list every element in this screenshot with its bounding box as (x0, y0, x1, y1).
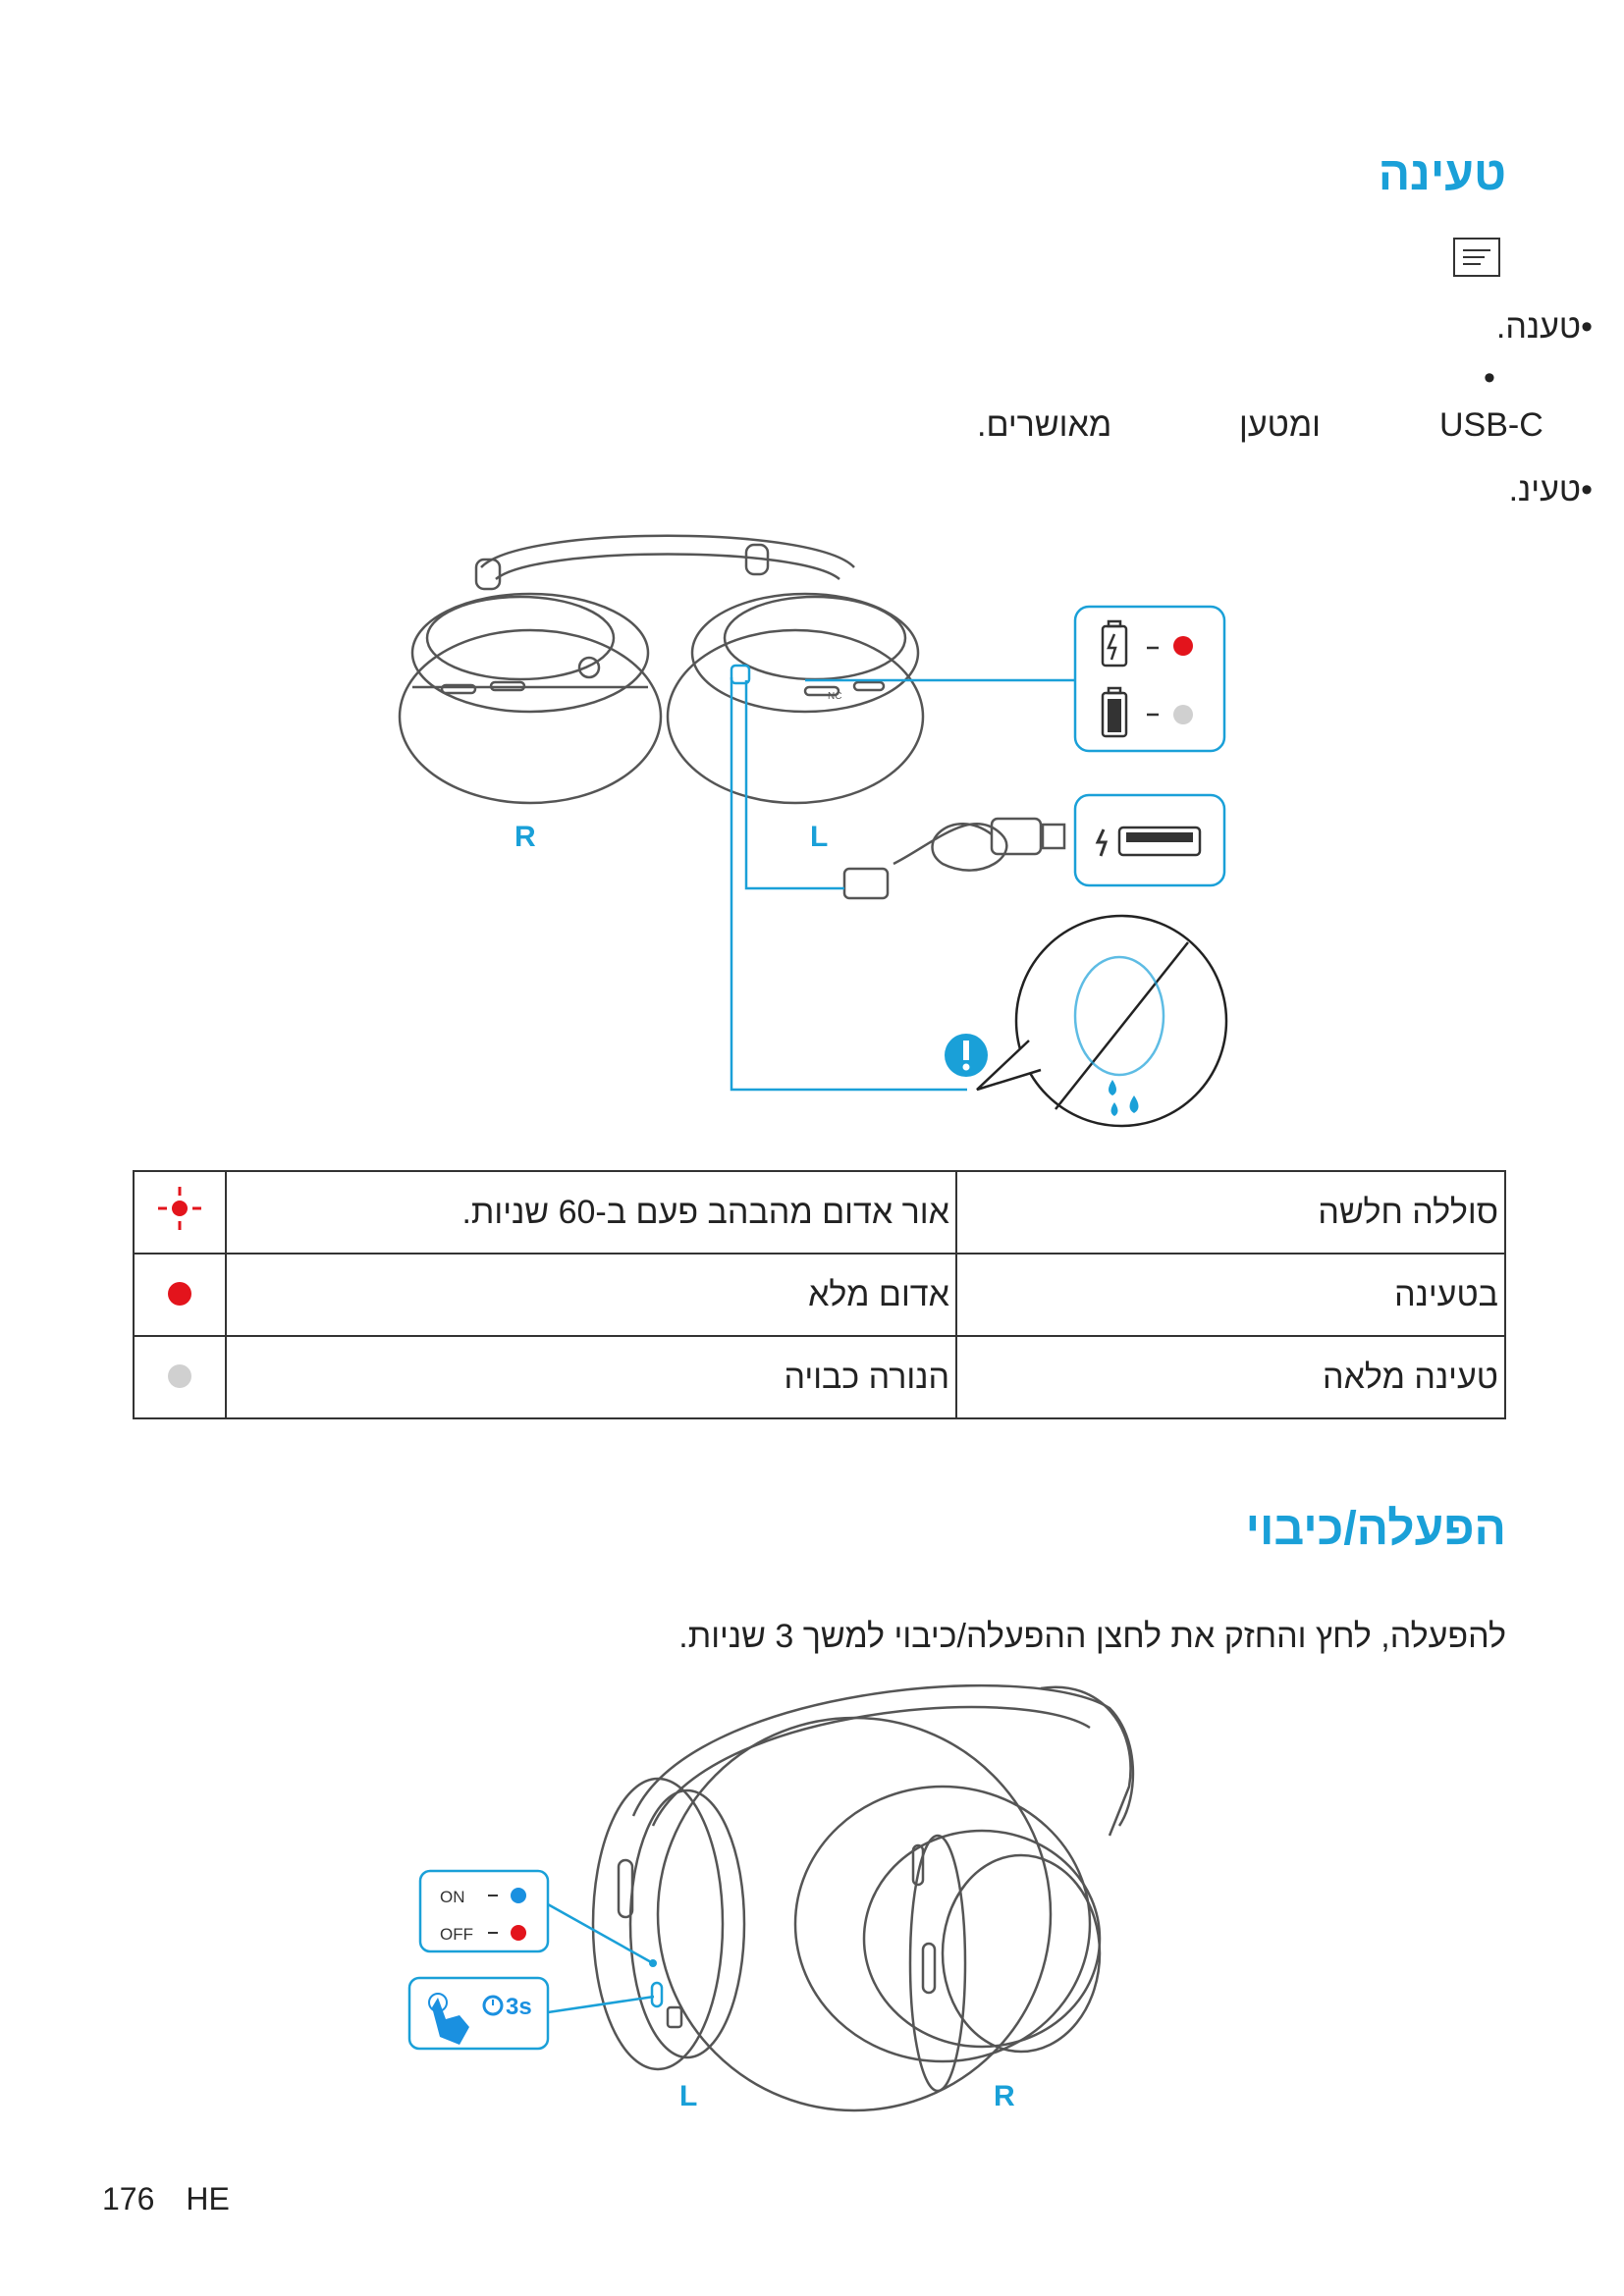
timer-icon (484, 1997, 502, 2014)
led-status-table (133, 1170, 1506, 1419)
table-row (134, 1336, 1505, 1418)
note-icon (1453, 238, 1500, 277)
bullet-2-char: • (1484, 359, 1495, 397)
bullet-1: •טענה. (1495, 308, 1593, 346)
diagram-label-l: L (810, 821, 829, 853)
table-row (134, 1254, 1505, 1336)
page-number: 176 (102, 2181, 155, 2216)
led-cell (134, 1336, 226, 1418)
led-description: אדום מלא (226, 1254, 956, 1336)
charging-title: טעינה (1378, 148, 1506, 200)
power-instruction: להפעלה, לחץ והחזק את לחצן ההפעלה/כיבוי למשך 3 שניות. (678, 1618, 1506, 1655)
led-description: הנורה כבויה (226, 1336, 956, 1418)
red-led-icon (168, 1282, 191, 1306)
led-cell (134, 1254, 226, 1336)
led-state: טעינה מלאה (956, 1336, 1505, 1418)
bullet-1-text: טענה. (1495, 308, 1582, 346)
diagram-label-r: R (514, 821, 536, 853)
diagram-nc-text: NC (828, 691, 842, 702)
bullet-2-left: מאושרים. (977, 406, 1112, 444)
power-label-l: L (679, 2080, 698, 2112)
bullet-3: •טעינ. (1508, 471, 1593, 508)
bullet-2-right: USB-C (1439, 406, 1543, 444)
power-label-r: R (994, 2080, 1015, 2112)
red-blinking-led-icon (156, 1185, 203, 1232)
power-diagram (0, 1669, 1624, 2120)
grey-led-icon (168, 1364, 191, 1388)
led-cell (134, 1171, 226, 1254)
led-state: סוללה חלשה (956, 1171, 1505, 1254)
hold-time-label: 3s (506, 1994, 532, 2020)
on-label: ON (440, 1888, 465, 1906)
bullet-2-mid: ומטען (1239, 406, 1322, 444)
led-state: בטעינה (956, 1254, 1505, 1336)
table-row (134, 1171, 1505, 1254)
language-code: HE (186, 2181, 230, 2216)
off-label: OFF (440, 1925, 473, 1944)
power-title: הפעלה/כיבוי (1245, 1503, 1506, 1555)
led-description: אור אדום מהבהב פעם ב-60 שניות. (226, 1171, 956, 1254)
page-footer (102, 2181, 261, 2217)
bullet-3-text: טעינ. (1508, 471, 1582, 508)
hand-press-icon (429, 1994, 469, 2045)
charging-diagram (0, 510, 1624, 1139)
